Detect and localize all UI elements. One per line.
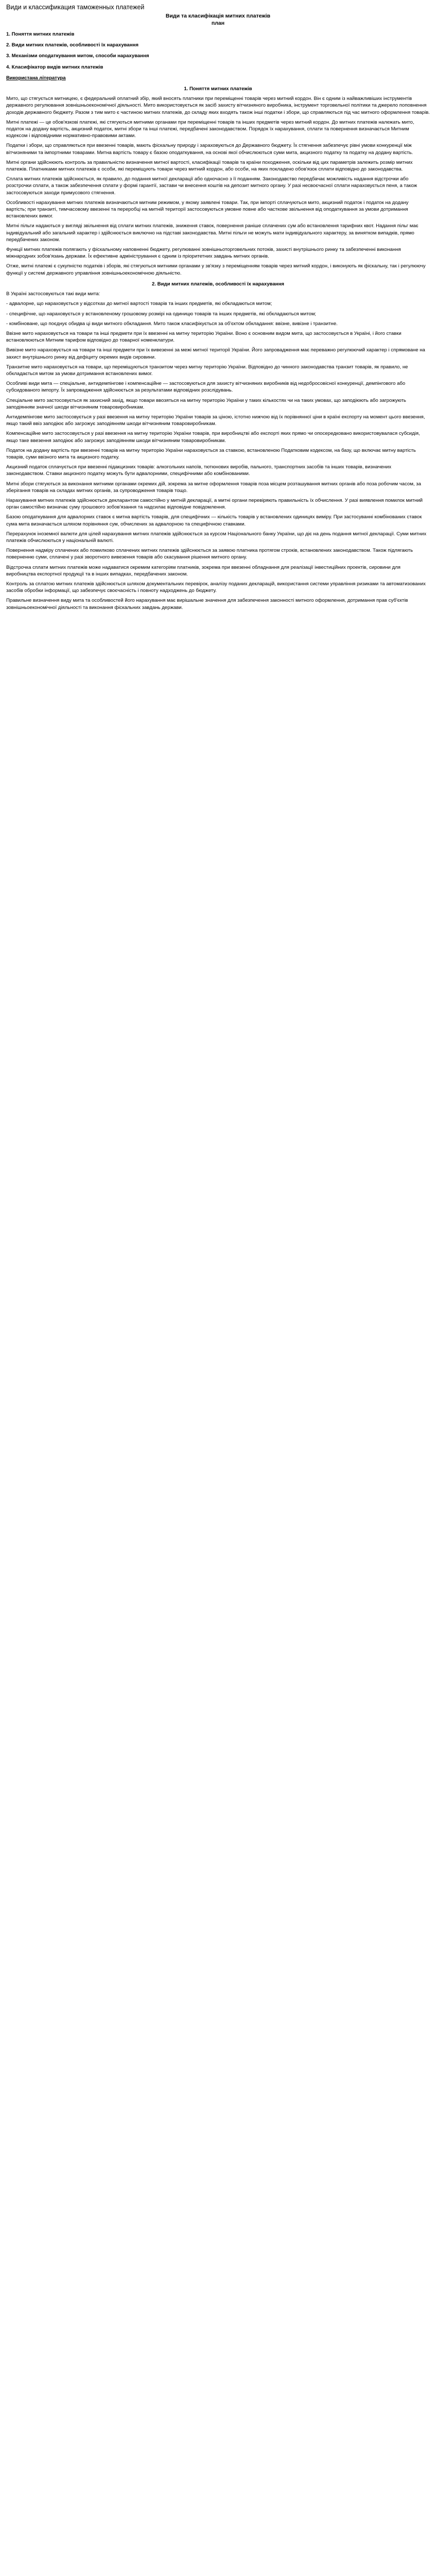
document-subtitle: Види та класифікація митних платежів	[165, 13, 271, 19]
paragraph: - адвалорне, що нараховується у відсотках до митної вартості товарів та інших предметів, які обкладаються митом;	[6, 301, 272, 307]
section-heading: 2. Види митних платежів, особливості їх нарахування	[152, 281, 284, 287]
paragraph: Податок на додану вартість при ввезенні товарів на митну територію України нараховується за ставкою, встановленою Податковим кодексом, на базу, що включає митну вартість товарів, суми ввізного мита та акцизного податку.	[6, 447, 416, 460]
paragraph: - комбіноване, що поєднує обидва ці види митного обкладання. Мито також класифікується за об'єктом обкладання: ввізне, вивізне і транзитне.	[6, 320, 338, 327]
paragraph: Вивізне мито нараховується на товари та інші предмети при їх вивезенні за межі митної території України. Його запровадження має переважно регулюючий характер і спрямоване на захист внутрішнього ринку від дефіциту окремих видів сировини.	[6, 347, 425, 360]
paragraph: Податки і збори, що справляються при ввезенні товарів, мають фіскальну природу і зараховуються до Державного бюджету. Їх стягнення забезпечує рівні умови конкуренції між вітчизняними та імпортними товарами. Митна вартість товару є базою оподаткування, на основі якої обчислюються суми мита, акцизного податку та податку на додану вартість.	[6, 143, 413, 156]
paragraph: Правильне визначення виду мита та особливостей його нарахування має вирішальне значення для забезпечення законності митного оформлення, дотримання прав суб'єктів зовнішньоекономічної діяльності та виконання фіскальних завдань держави.	[6, 598, 408, 611]
paragraph: Митні пільги надаються у вигляді звільнення від сплати митних платежів, зниження ставок, повернення раніше сплачених сум або встановлення тарифних квот. Надання пільг має індивідуальний або загальний характер і здійснюється виключно на підставі законодавства. Митні пільги не можуть мати індивідуального характеру, за винятком випадків, прямо передбачених законом.	[6, 223, 418, 243]
document-page	[0, 0, 436, 624]
paragraph: Мито, що стягується митницею, є федеральний оплатний збір, який вносять платники при переміщенні товарів через митний кордон. Він є одним із найважливіших інструментів державного регулювання зовнішньоекономічної діяльності. Мито використовується як засіб захисту вітчизняного виробника, інструмент торговельної політики та джерело поповнення доходів державного бюджету. Разом з тим мито є частиною митних платежів, до складу яких входять також інші податки і збори, що справляються під час митного оформлення товарів.	[6, 96, 430, 115]
paragraph: Компенсаційне мито застосовується у разі ввезення на митну територію України товарів, при виробництві або експорті яких прямо чи опосередковано використовувалася субсидія, якщо таке ввезення заподіює або загрожує заподіянням шкоди вітчизняним товаровиробникам.	[6, 431, 420, 444]
paragraph: Базою оподаткування для адвалорних ставок є митна вартість товарів, для специфічних — кількість товарів у встановлених одиницях виміру. При застосуванні комбінованих ставок сума мита визначається шляхом порівняння сум, обчислених за адвалорною та специфічною ставками.	[6, 514, 422, 527]
paragraph: Митні платежі — це обов'язкові платежі, які стягуються митними органами при переміщенні товарів та інших предметів через митний кордон. До митних платежів належать мито, податок на додану вартість, акцизний податок, митні збори та інші платежі, передбачені законодавством. Порядок їх нарахування, сплати та повернення визначається Митним кодексом і відповідними нормативно-правовими актами.	[6, 119, 414, 139]
section-2	[6, 281, 430, 611]
paragraph: Нарахування митних платежів здійснюється декларантом самостійно у митній декларації, а митні органи перевіряють правильність їх обчислення. У разі виявлення помилок митний орган самостійно визначає суму грошового зобов'язання та надсилає відповідне повідомлення.	[6, 497, 423, 511]
paragraph: Контроль за сплатою митних платежів здійснюється шляхом документальних перевірок, аналізу поданих декларацій, використання системи управління ризиками та автоматизованих засобів обробки інформації, що забезпечує своєчасність і повноту надходжень до бюджету.	[6, 581, 426, 594]
section-heading: 1. Поняття митних платежів	[184, 86, 252, 92]
paragraph: Ввізне мито нараховується на товари та інші предмети при їх ввезенні на митну територію України. Воно є основним видом мита, що застосовується в Україні, і його ставки встановлюються Митним тарифом відповідно до товарної номенклатури.	[6, 330, 402, 344]
paragraph: Отже, митні платежі є сукупністю податків і зборів, які стягуються митними органами у зв'язку з переміщенням товарів через митний кордон, і виконують як фіскальну, так і регулюючу функції у системі державного управління зовнішньоекономічною діяльністю.	[6, 263, 426, 276]
toc-item: 2. Види митних платежів, особливості їх нарахування	[6, 42, 138, 48]
paragraph: Функції митних платежів полягають у фіскальному наповненні бюджету, регулюванні зовнішньоторговельних потоків, захисті внутрішнього ринку та забезпеченні виконання міжнародних зобов'язань держави. Їх ефективне адміністрування є одним із пріоритетних завдань митних органів.	[6, 247, 401, 260]
paragraph: Особливості нарахування митних платежів визначаються митним режимом, у якому заявлені товари. Так, при імпорті сплачуються мито, акцизний податок і податок на додану вартість; при транзиті, тимчасовому ввезенні та переробці на митній території застосовуються умовне повне або часткове звільнення від оподаткування за умови дотримання встановлених вимог.	[6, 199, 409, 219]
paragraph: - специфічне, що нараховується у встановленому грошовому розмірі на одиницю товарів та інших предметів, які обкладаються митом;	[6, 311, 317, 317]
toc-item: 4. Класифікатор видів митних платежів	[6, 64, 103, 70]
paragraph: Особливі види мита — спеціальне, антидемпінгове і компенсаційне — застосовуються для захисту вітчизняних виробників від недобросовісної конкуренції, демпінгового або субсидованого імпорту. Їх запровадження здійснюється за результатами відповідних розслідувань.	[6, 381, 406, 394]
paragraph: Митні збори стягуються за виконання митними органами окремих дій, зокрема за митне оформлення товарів поза місцем розташування митних органів або поза робочим часом, за зберігання товарів на складах митних органів, за супроводження товарів тощо.	[6, 481, 421, 494]
document-title: Види и классификация таможенных платежей	[6, 4, 145, 11]
paragraph: Сплата митних платежів здійснюється, як правило, до подання митної декларації або одночасно з її поданням. Законодавство передбачає можливість надання відстрочки або розстрочки сплати, а також забезпечення сплати у формі гарантії, застави чи внесення коштів на депозит митного органу. У разі несвоєчасної сплати нараховується пеня, а також застосовуються заходи примусового стягнення.	[6, 176, 417, 196]
paragraph: Перерахунок іноземної валюти для цілей нарахування митних платежів здійснюється за курсом Національного банку України, що діє на день подання митної декларації. Суми митних платежів обчислюються у національній валюті.	[6, 531, 427, 544]
toc-item: 3. Механізми оподаткування митом, способи нарахування	[6, 53, 149, 59]
paragraph: Акцизний податок сплачується при ввезенні підакцизних товарів: алкогольних напоїв, тютюнових виробів, пального, транспортних засобів та інших товарів, визначених законодавством. Ставки акцизного податку можуть бути адвалорними, специфічними або комбінованими.	[6, 464, 392, 477]
plan-label: план	[211, 20, 225, 26]
paragraph: Транзитне мито нараховується на товари, що переміщуються транзитом через митну територію України. Відповідно до чинного законодавства транзит товарів, як правило, не обкладається митом за умови дотримання встановлених вимог.	[6, 364, 408, 377]
paragraph: Антидемпінгове мито застосовується у разі ввезення на митну територію України товарів за ціною, істотно нижчою від їх порівнянної ціни в країні експорту на момент цього ввезення, якщо такий ввіз заподіює або загрожує заподіянням шкоди вітчизняним товаровиробникам.	[6, 414, 425, 427]
paragraph: Спеціальне мито застосовується як захисний захід, якщо товари ввозяться на митну територію України у таких кількостях чи на таких умовах, що заподіюють або загрожують заподіянням значної шкоди вітчизняним товаровиробникам.	[6, 397, 406, 410]
paragraph: Повернення надміру сплачених або помилково сплачених митних платежів здійснюється за заявою платника протягом строків, встановлених законодавством. Також підлягають поверненню суми, сплачені у разі зворотного вивезення товарів або скасування рішення митного органу.	[6, 548, 413, 561]
toc-item: 1. Поняття митних платежів	[6, 31, 75, 37]
literature-label: Використана література	[6, 75, 66, 81]
section-1	[6, 86, 430, 277]
paragraph: Відстрочка сплати митних платежів може надаватися окремим категоріям платників, зокрема при ввезенні обладнання для реалізації інвестиційних проектів, сировини для виробництва експортної продукції та в інших випадках, передбачених законом.	[6, 564, 400, 577]
paragraph: Митні органи здійснюють контроль за правильністю визначення митної вартості, класифікації товарів та країни походження, оскільки від цих параметрів залежить розмір митних платежів. Платниками митних платежів є особи, які переміщують товари через митний кордон, або особи, на яких покладено обов'язок сплати відповідно до законодавства.	[6, 159, 413, 173]
paragraph: В Україні застосовуються такі види мита:	[6, 291, 100, 297]
table-of-contents	[6, 31, 430, 71]
